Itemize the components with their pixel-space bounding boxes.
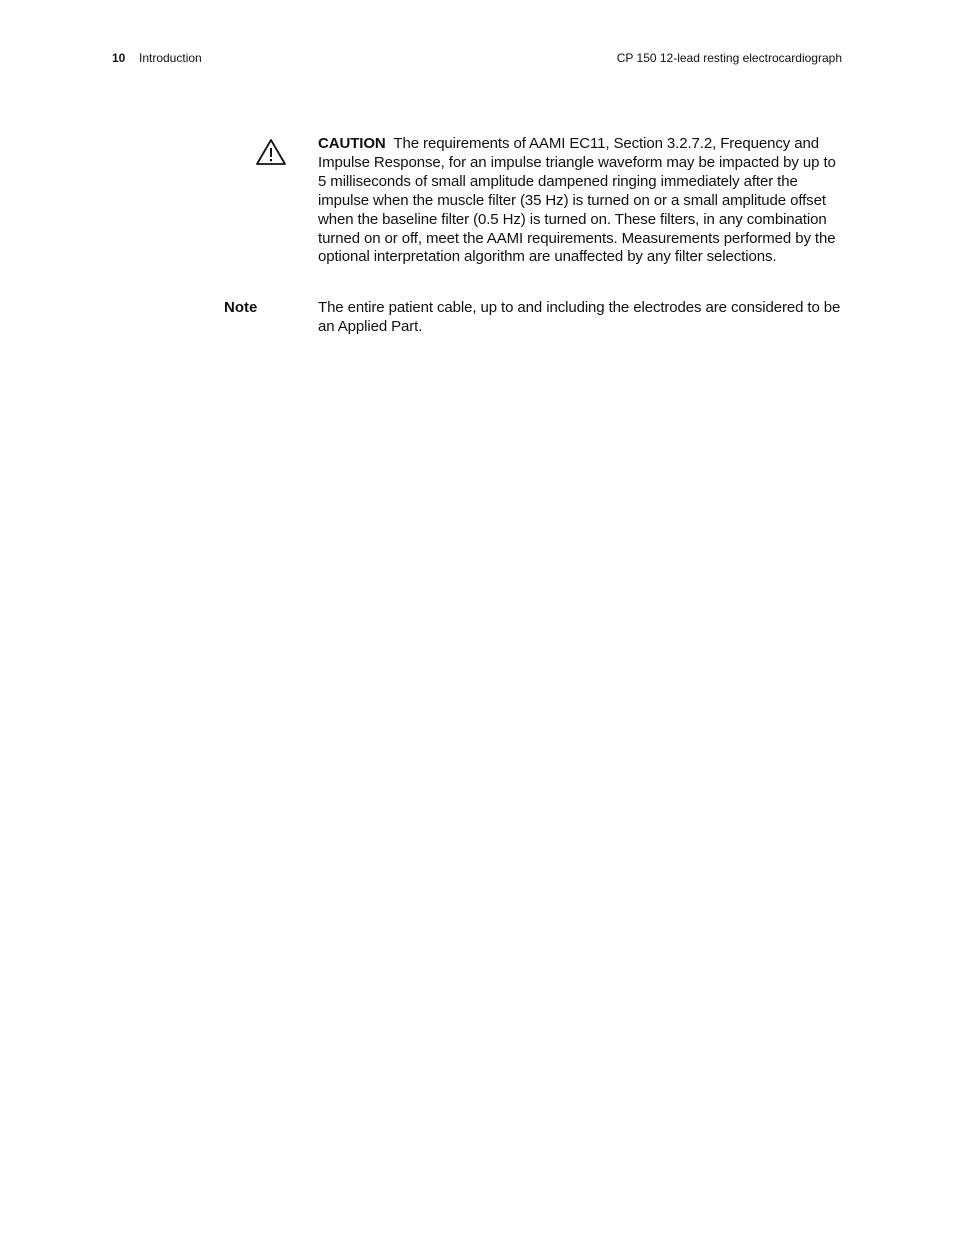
note-text: The entire patient cable, up to and including the electrodes are considered to be an Applied Part.: [318, 299, 841, 335]
warning-triangle-icon: [254, 137, 288, 167]
section-name: Introduction: [139, 51, 202, 65]
caution-paragraph: [318, 135, 846, 267]
caution-label: CAUTION: [318, 135, 386, 152]
document-title: CP 150 12-lead resting electrocardiograph: [616, 51, 842, 65]
caution-text: The requirements of AAMI EC11, Section 3.2.7.2, Frequency and Impulse Response, for an impulse triangle waveform may be impacted by up to 5 milliseconds of small amplitude dampened ringing immediately after the impulse when the muscle filter (35 Hz) is turned on or a small amplitude offset when the baseline filter (0.5 Hz) is turned on. These filters, in any combination turned on or off, meet the AAMI requirements. Measurements performed by the optional interpretation algorithm are unaffected by any filter selections.: [318, 135, 836, 266]
note-label: Note: [224, 299, 258, 316]
page-number: 10: [112, 51, 126, 65]
page-header: [112, 49, 842, 67]
